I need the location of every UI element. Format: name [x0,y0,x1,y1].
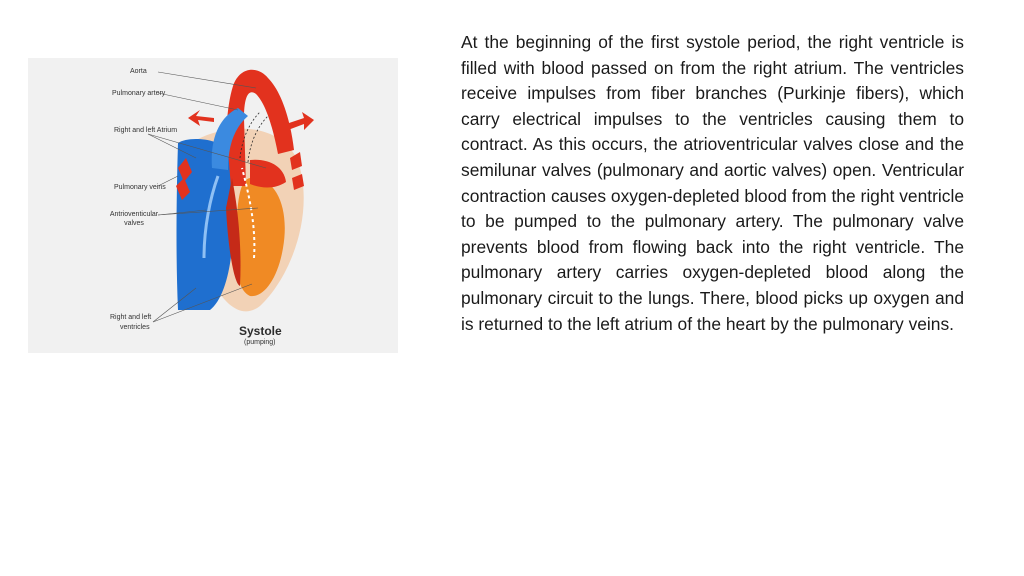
body-paragraph: At the beginning of the first systole period, the right ventricle is filled with blood passed on from the right atrium. The ventricles receive impulses from fiber branches (Purkinje fibers), which carry electrical impulses to the ventricles causing them to contract. As this occurs, the atrioventricular valves close and the semilunar valves (pulmonary and aortic valves) open. Ventricular contraction causes oxygen-depleted blood from the right ventricle to be pumped to the pulmonary artery. The pulmonary valve prevents blood from flowing back into the right ventricle. The pulmonary artery carries oxygen-depleted blood along the pulmonary circuit to the lungs. There, blood picks up oxygen and is returned to the left atrium of the heart by the pulmonary veins. [461,32,964,334]
heart-diagram [28,58,398,353]
label-pulmonary-veins: Pulmonary veins [114,184,166,191]
label-aorta: Aorta [130,68,147,75]
pulmonary-artery-arrow-right [286,112,314,130]
leader-pulmonary-artery [158,93,238,110]
label-ventricles-line1: Right and left [110,314,152,321]
pulmonary-artery-arrow-left [188,110,214,126]
heart-systole-figure [28,58,398,353]
label-atrium: Right and left Atrium [114,127,178,134]
figure-subtitle: (pumping) [244,339,276,346]
label-ventricles-line2: ventricles [120,324,150,331]
label-valves-line2: valves [124,220,144,227]
label-pulmonary-artery: Pulmonary artery [112,90,166,97]
label-valves-line1: Antrioventicular [109,211,159,218]
figure-title: Systole [239,324,282,338]
